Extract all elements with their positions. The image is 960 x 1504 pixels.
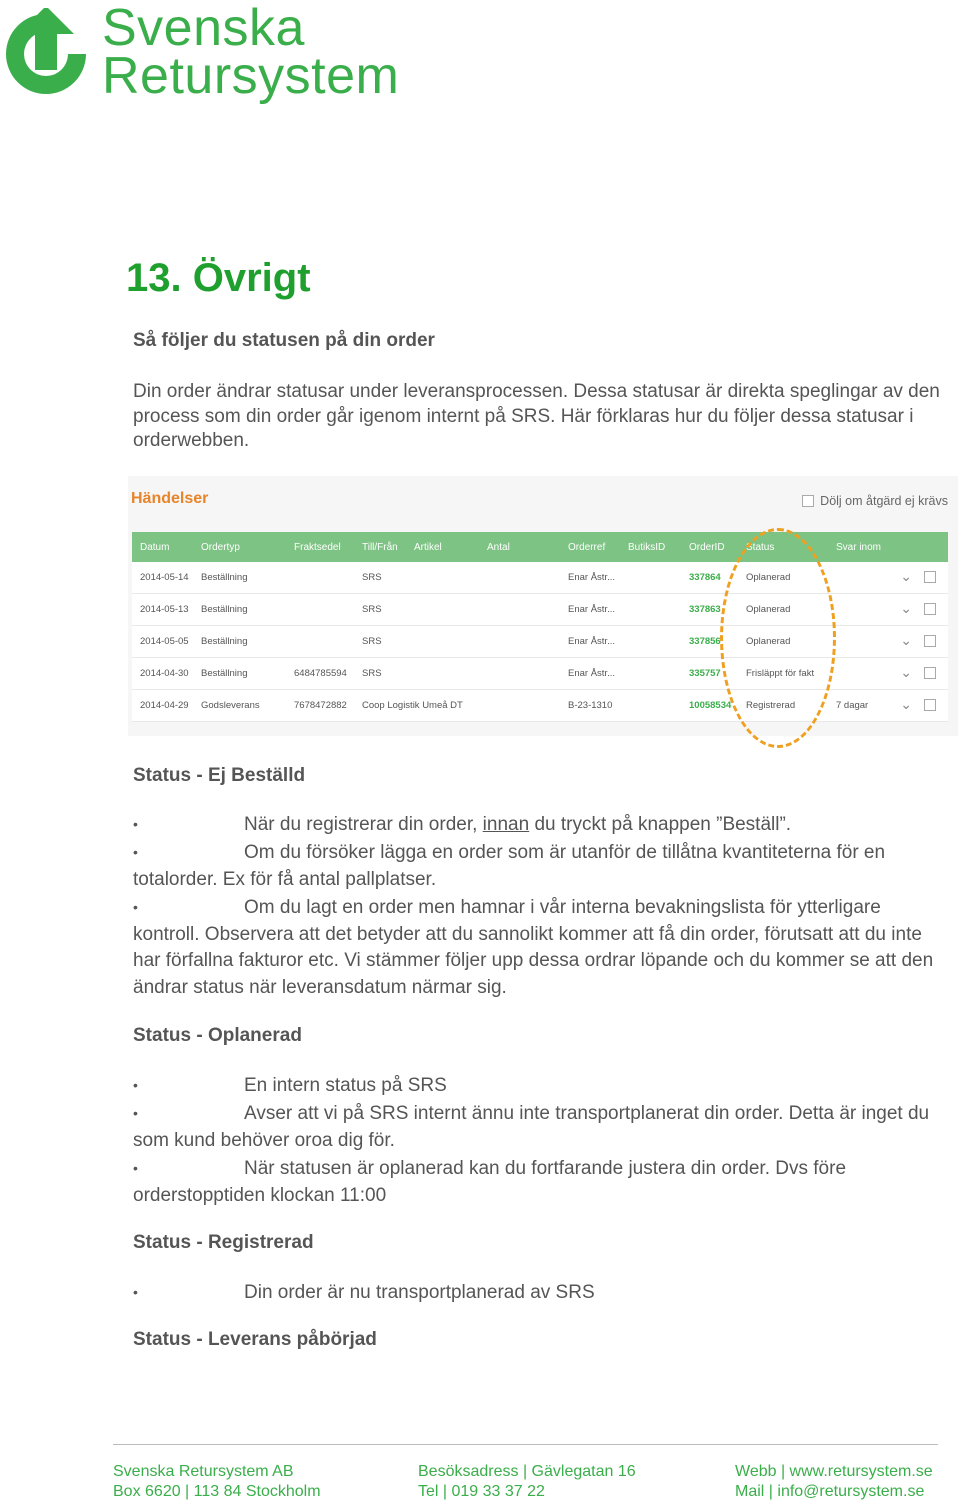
bullet-icon (133, 840, 244, 867)
col-header: Status (746, 541, 775, 553)
cell-orderid[interactable]: 337864 (689, 572, 721, 583)
bullet-item: •Om du försöker lägga en order som är utanför de tillåtna kvantiteterna för en totalorder. Ex för få antal pallplatser. (133, 840, 943, 893)
cell-orderid[interactable]: 337863 (689, 604, 721, 615)
bullet-icon (133, 812, 244, 839)
cell-orderid[interactable]: 337856 (689, 636, 721, 647)
footer-divider (113, 1444, 938, 1445)
col-header: Artikel (414, 541, 442, 553)
bullet-item: •En intern status på SRS (133, 1073, 943, 1100)
status-highlight-oval (720, 528, 836, 748)
col-header: Antal (487, 541, 510, 553)
cell-svar: 7 dagar (836, 700, 869, 711)
section-heading: Status - Oplanerad (133, 1025, 302, 1046)
cell-status: Registrerad (746, 700, 796, 711)
row-checkbox[interactable] (924, 635, 936, 647)
col-header: Ordertyp (201, 541, 240, 553)
logo-wordmark: Svenska Retursystem (102, 0, 400, 105)
events-title: Händelser (131, 490, 209, 507)
col-header: Till/Från (362, 541, 398, 553)
cell-tillfran: SRS (362, 668, 382, 679)
cell-ordertyp: Beställning (201, 668, 248, 679)
cell-status: Frisläppt för fakt (746, 668, 815, 679)
section-heading: Status - Registrerad (133, 1232, 314, 1253)
bullet-icon (133, 895, 244, 922)
footer-contact: Webb | www.retursystem.se Mail | info@retursystem.se (735, 1463, 933, 1500)
col-header: OrderID (689, 541, 725, 553)
chevron-down-icon[interactable]: ⌄ (900, 664, 912, 680)
cell-status: Oplanerad (746, 604, 791, 615)
cell-tillfran: Coop Logistik Umeå DT (362, 700, 463, 711)
chevron-down-icon[interactable]: ⌄ (900, 600, 912, 616)
cell-status: Oplanerad (746, 636, 791, 647)
cell-orderid[interactable]: 335757 (689, 668, 721, 679)
cell-datum: 2014-05-13 (140, 604, 189, 615)
bullet-item: •Avser att vi på SRS internt ännu inte transportplanerat din order. Detta är inget du som kund behöver oroa dig för. (133, 1101, 943, 1154)
subtitle: Så följer du statusen på din order (133, 330, 435, 351)
cell-ordertyp: Beställning (201, 604, 248, 615)
chevron-down-icon[interactable]: ⌄ (900, 568, 912, 584)
cell-datum: 2014-05-05 (140, 636, 189, 647)
cell-orderref: B-23-1310 (568, 700, 613, 711)
checkbox-icon (802, 495, 814, 507)
row-checkbox[interactable] (924, 667, 936, 679)
bullet-icon (133, 1156, 244, 1183)
cell-orderref: Enar Åstr... (568, 668, 615, 679)
hide-toggle: Dölj om åtgärd ej krävs (802, 494, 948, 508)
cell-tillfran: SRS (362, 636, 382, 647)
cell-orderref: Enar Åstr... (568, 636, 615, 647)
col-header: Orderref (568, 541, 606, 553)
section-heading: Status - Leverans påbörjad (133, 1329, 377, 1350)
intro-paragraph: Din order ändrar statusar under leveransprocessen. Dessa statusar är direkta speglingar av den process som din order går igenom internt på SRS. Här förklaras hur du följer dessa statusar i orderwebben. (133, 381, 940, 451)
company-logo (0, 0, 420, 120)
footer-company: Svenska Retursystem AB Box 6620 | 113 84 Stockholm (113, 1463, 321, 1500)
bullet-icon (133, 1073, 244, 1100)
cell-orderref: Enar Åstr... (568, 604, 615, 615)
bullet-icon (133, 1280, 244, 1307)
cell-ordertyp: Beställning (201, 572, 248, 583)
bullet-icon (133, 1101, 244, 1128)
bullet-item: •Din order är nu transportplanerad av SRS (133, 1280, 943, 1307)
footer-address: Besöksadress | Gävlegatan 16 Tel | 019 33 37 22 (418, 1463, 636, 1500)
cell-datum: 2014-05-14 (140, 572, 189, 583)
col-header: Svar inom (836, 541, 882, 553)
page-title: 13. Övrigt (126, 256, 311, 300)
chevron-down-icon[interactable]: ⌄ (900, 632, 912, 648)
col-header: Fraktsedel (294, 541, 341, 553)
table-header (132, 532, 948, 562)
chevron-down-icon[interactable]: ⌄ (900, 696, 912, 712)
cell-tillfran: SRS (362, 572, 382, 583)
cell-fraktsedel: 7678472882 (294, 700, 347, 711)
cell-orderid[interactable]: 10058534 (689, 700, 732, 711)
bullet-item: •När statusen är oplanerad kan du fortfarande justera din order. Dvs före orderstopptiden klockan 11:00 (133, 1156, 943, 1209)
cell-datum: 2014-04-30 (140, 668, 189, 679)
cell-fraktsedel: 6484785594 (294, 668, 347, 679)
cell-ordertyp: Godsleverans (201, 700, 260, 711)
bullet-item: •Om du lagt en order men hamnar i vår interna bevakningslista för ytterligare kontroll. Observera att det betyder att du sannolikt kommer att få din order, förutsatt att du inte har förfallna fakturor etc. Vi stämmer följer upp dessa ordrar löpande och du kommer se att den ändrar status när leveransdatum närmar sig. (133, 895, 943, 1001)
row-checkbox[interactable] (924, 571, 936, 583)
cell-tillfran: SRS (362, 604, 382, 615)
bullet-item: •När du registrerar din order, innan du tryckt på knappen ”Beställ”. (133, 812, 943, 839)
logo-arrow-icon (2, 8, 90, 100)
col-header: ButiksID (628, 541, 666, 553)
cell-orderref: Enar Åstr... (568, 572, 615, 583)
cell-status: Oplanerad (746, 572, 791, 583)
section-heading: Status - Ej Beställd (133, 765, 306, 786)
col-header: Datum (140, 541, 170, 553)
cell-ordertyp: Beställning (201, 636, 248, 647)
row-checkbox[interactable] (924, 603, 936, 615)
cell-datum: 2014-04-29 (140, 700, 189, 711)
row-checkbox[interactable] (924, 699, 936, 711)
